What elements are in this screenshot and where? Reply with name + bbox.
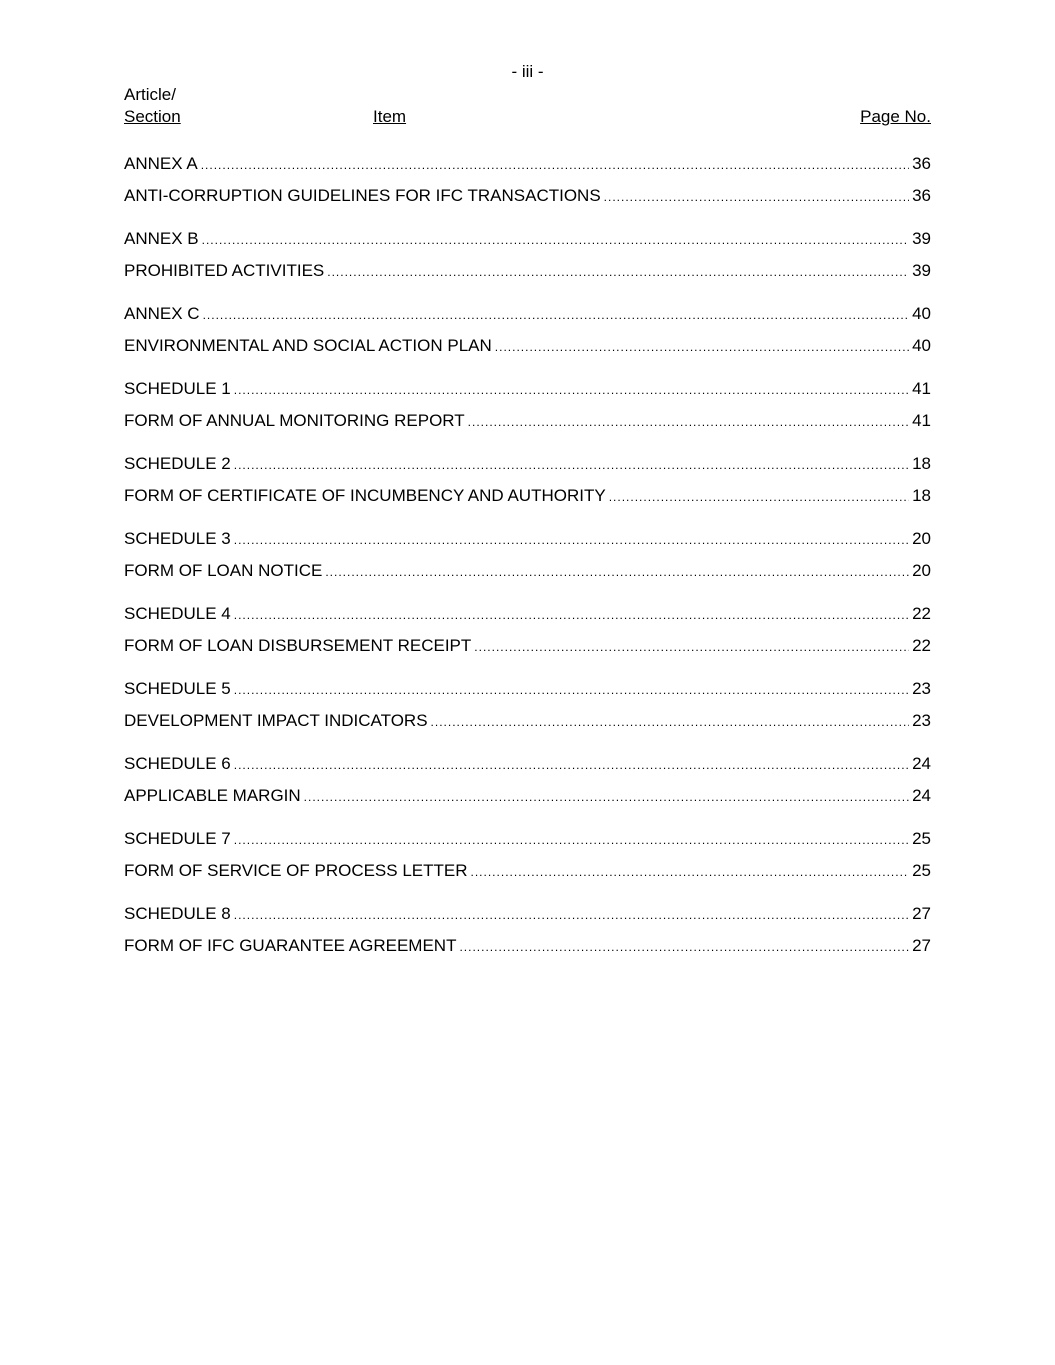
toc-entry-label-text: SCHEDULE 8 (124, 898, 234, 930)
toc-entry-title[interactable] (124, 180, 931, 212)
toc-entry-page: 20 (912, 529, 931, 548)
toc-entry-page: 25 (912, 861, 931, 880)
toc-entry-title-text: PROHIBITED ACTIVITIES (124, 255, 327, 287)
toc-entry-label[interactable] (124, 448, 931, 480)
toc-entry-label-text: SCHEDULE 6 (124, 748, 234, 780)
toc-entry-label[interactable] (124, 148, 931, 180)
toc-entry-title[interactable] (124, 630, 931, 662)
toc-entry-title-text: APPLICABLE MARGIN (124, 780, 304, 812)
toc-entry-title[interactable] (124, 255, 931, 287)
toc-entry-label[interactable] (124, 673, 931, 705)
toc-entry-title-text: FORM OF IFC GUARANTEE AGREEMENT (124, 930, 459, 962)
column-header-section: Section (124, 107, 181, 126)
toc-entry-title-text: FORM OF ANNUAL MONITORING REPORT (124, 405, 468, 437)
dot-leader (234, 674, 909, 706)
column-header-article-line1: Article/ (124, 85, 176, 104)
toc-entry-title[interactable] (124, 855, 931, 887)
toc-entry-label[interactable] (124, 298, 931, 330)
toc-group-annex-a (124, 148, 931, 212)
dot-leader (234, 749, 909, 781)
toc-entry-label-text: ANNEX C (124, 298, 203, 330)
toc-entry-label[interactable] (124, 523, 931, 555)
toc-entry-label[interactable] (124, 823, 931, 855)
dot-leader (459, 931, 909, 963)
toc-entry-label-text: ANNEX A (124, 148, 201, 180)
dot-leader (234, 449, 909, 481)
toc-group-schedule-6 (124, 748, 931, 812)
toc-entry-title[interactable] (124, 330, 931, 362)
toc-entry-label[interactable] (124, 598, 931, 630)
toc-entry-label-text: SCHEDULE 1 (124, 373, 234, 405)
toc-entry-page: 41 (912, 411, 931, 430)
page-number: - iii - (511, 62, 544, 81)
toc-entry-title[interactable] (124, 780, 931, 812)
toc-entry-page: 25 (912, 829, 931, 848)
toc-entry-title-text: DEVELOPMENT IMPACT INDICATORS (124, 705, 431, 737)
toc-entry-title-text: FORM OF LOAN NOTICE (124, 555, 325, 587)
toc-entry-label[interactable] (124, 748, 931, 780)
toc-entry-title-text: ANTI-CORRUPTION GUIDELINES FOR IFC TRANSACTIONS (124, 180, 604, 212)
dot-leader (201, 149, 909, 181)
toc-entry-page: 27 (912, 936, 931, 955)
toc-entry-page: 22 (912, 604, 931, 623)
toc-entry-label-text: ANNEX B (124, 223, 202, 255)
dot-leader (474, 631, 909, 663)
toc-entry-page: 22 (912, 636, 931, 655)
toc-entry-label-text: SCHEDULE 2 (124, 448, 234, 480)
dot-leader (604, 181, 909, 213)
dot-leader (234, 524, 909, 556)
toc-entry-page: 18 (912, 486, 931, 505)
toc-group-schedule-8 (124, 898, 931, 962)
toc-group-schedule-2 (124, 448, 931, 512)
toc-entry-label[interactable] (124, 223, 931, 255)
dot-leader (431, 706, 910, 738)
toc-entry-page: 39 (912, 261, 931, 280)
toc-entry-title[interactable] (124, 555, 931, 587)
toc-entry-label-text: SCHEDULE 5 (124, 673, 234, 705)
toc-entry-page: 20 (912, 561, 931, 580)
toc-entry-page: 24 (912, 754, 931, 773)
dot-leader (304, 781, 909, 813)
toc-entry-title-text: FORM OF SERVICE OF PROCESS LETTER (124, 855, 471, 887)
dot-leader (234, 599, 909, 631)
dot-leader (203, 299, 910, 331)
toc-entry-label[interactable] (124, 898, 931, 930)
dot-leader (234, 899, 909, 931)
dot-leader (495, 331, 909, 363)
toc-entry-label-text: SCHEDULE 3 (124, 523, 234, 555)
toc-group-schedule-7 (124, 823, 931, 887)
table-of-contents (124, 148, 931, 973)
dot-leader (234, 824, 909, 856)
toc-entry-page: 36 (912, 186, 931, 205)
toc-entry-page: 27 (912, 904, 931, 923)
toc-entry-label[interactable] (124, 373, 931, 405)
toc-entry-page: 39 (912, 229, 931, 248)
column-header-page-no: Page No. (860, 107, 931, 126)
toc-entry-title-text: FORM OF LOAN DISBURSEMENT RECEIPT (124, 630, 474, 662)
toc-entry-title-text: ENVIRONMENTAL AND SOCIAL ACTION PLAN (124, 330, 495, 362)
toc-group-annex-b (124, 223, 931, 287)
dot-leader (327, 256, 909, 288)
toc-group-schedule-5 (124, 673, 931, 737)
dot-leader (468, 406, 909, 438)
toc-group-schedule-1 (124, 373, 931, 437)
dot-leader (234, 374, 909, 406)
toc-entry-page: 40 (912, 336, 931, 355)
column-header-item: Item (373, 107, 407, 126)
toc-entry-page: 23 (912, 679, 931, 698)
dot-leader (325, 556, 909, 588)
dot-leader (202, 224, 909, 256)
toc-group-annex-c (124, 298, 931, 362)
toc-header (124, 84, 931, 130)
toc-entry-label-text: SCHEDULE 4 (124, 598, 234, 630)
toc-entry-title-text: FORM OF CERTIFICATE OF INCUMBENCY AND AUTHORITY (124, 480, 609, 512)
toc-entry-label-text: SCHEDULE 7 (124, 823, 234, 855)
toc-entry-title[interactable] (124, 930, 931, 962)
toc-entry-page: 23 (912, 711, 931, 730)
toc-entry-page: 36 (912, 154, 931, 173)
toc-entry-page: 40 (912, 304, 931, 323)
toc-entry-page: 18 (912, 454, 931, 473)
toc-entry-title[interactable] (124, 405, 931, 437)
dot-leader (471, 856, 910, 888)
column-header-article (124, 84, 181, 128)
toc-entry-page: 24 (912, 786, 931, 805)
toc-entry-title[interactable] (124, 705, 931, 737)
toc-entry-page: 41 (912, 379, 931, 398)
toc-group-schedule-3 (124, 523, 931, 587)
dot-leader (609, 481, 909, 513)
toc-entry-title[interactable] (124, 480, 931, 512)
toc-group-schedule-4 (124, 598, 931, 662)
